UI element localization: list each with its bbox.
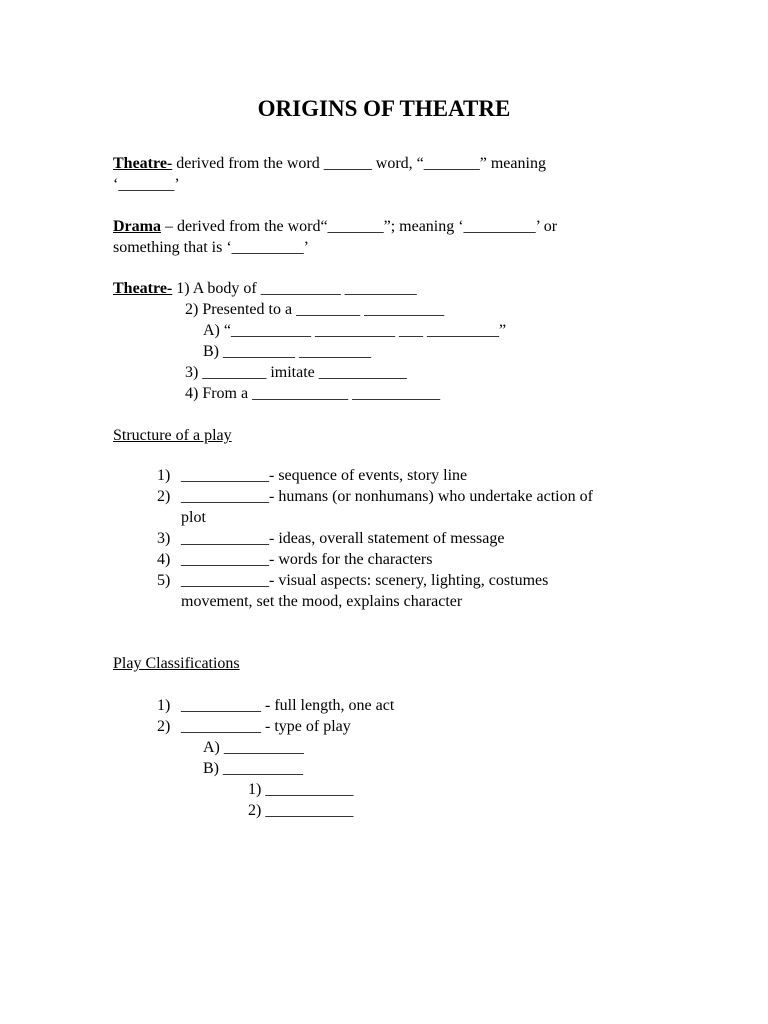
drama-definition-line1 <box>113 217 557 237</box>
page-title: ORIGINS OF THEATRE <box>257 96 511 121</box>
classification-sub-b-1: 1) ___________ <box>248 781 354 798</box>
theatre-list-term: Theatre- <box>113 280 173 297</box>
theatre-list-item-2a: A) “__________ __________ ___ _________” <box>203 322 507 339</box>
theatre-list-item-2: 2) Presented to a ________ __________ <box>185 301 445 318</box>
structure-item-continuation: movement, set the mood, explains character <box>181 593 463 610</box>
drama-definition-line2: something that is ‘_________’ <box>113 239 309 256</box>
drama-term: Drama <box>113 218 161 235</box>
theatre-list-item-1-text: 1) A body of __________ _________ <box>172 280 417 297</box>
theatre-term: Theatre- <box>113 155 173 172</box>
structure-heading: Structure of a play <box>113 427 232 444</box>
theatre-definition-line1 <box>113 154 546 174</box>
structure-item-num: 2) <box>157 488 171 505</box>
theatre-list-item-4: 4) From a ____________ ___________ <box>185 385 441 402</box>
structure-item-text: ___________- ideas, overall statement of message <box>181 530 505 547</box>
structure-item-text: ___________- visual aspects: scenery, lighting, costumes <box>181 572 549 589</box>
drama-definition-text: – derived from the word“_______”; meaning ‘_________’ or <box>160 218 558 235</box>
classification-item-1-num: 1) <box>157 697 171 714</box>
classifications-heading: Play Classifications <box>113 655 240 672</box>
structure-item-num: 1) <box>157 467 171 484</box>
theatre-list-item-1 <box>113 279 417 299</box>
classification-sub-a: A) __________ <box>203 739 304 756</box>
theatre-definition-line2: ‘_______’ <box>113 176 180 193</box>
classification-item-1-text: __________ - full length, one act <box>181 697 395 714</box>
structure-item-text: ___________- sequence of events, story line <box>181 467 468 484</box>
classification-item-2-text: __________ - type of play <box>181 718 351 735</box>
classification-sub-b: B) __________ <box>203 760 303 777</box>
theatre-list-item-3: 3) ________ imitate ___________ <box>185 364 407 381</box>
structure-item-text: ___________- words for the characters <box>181 551 433 568</box>
structure-item-num: 4) <box>157 551 171 568</box>
classification-item-2-num: 2) <box>157 718 171 735</box>
classification-sub-b-2: 2) ___________ <box>248 802 354 819</box>
theatre-list-item-2b: B) _________ _________ <box>203 343 371 360</box>
structure-item-continuation: plot <box>181 509 206 526</box>
theatre-definition-text: derived from the word ______ word, “_______” meaning <box>172 155 546 172</box>
structure-item-num: 5) <box>157 572 171 589</box>
structure-item-text: ___________- humans (or nonhumans) who undertake action of <box>181 488 593 505</box>
structure-item-num: 3) <box>157 530 171 547</box>
